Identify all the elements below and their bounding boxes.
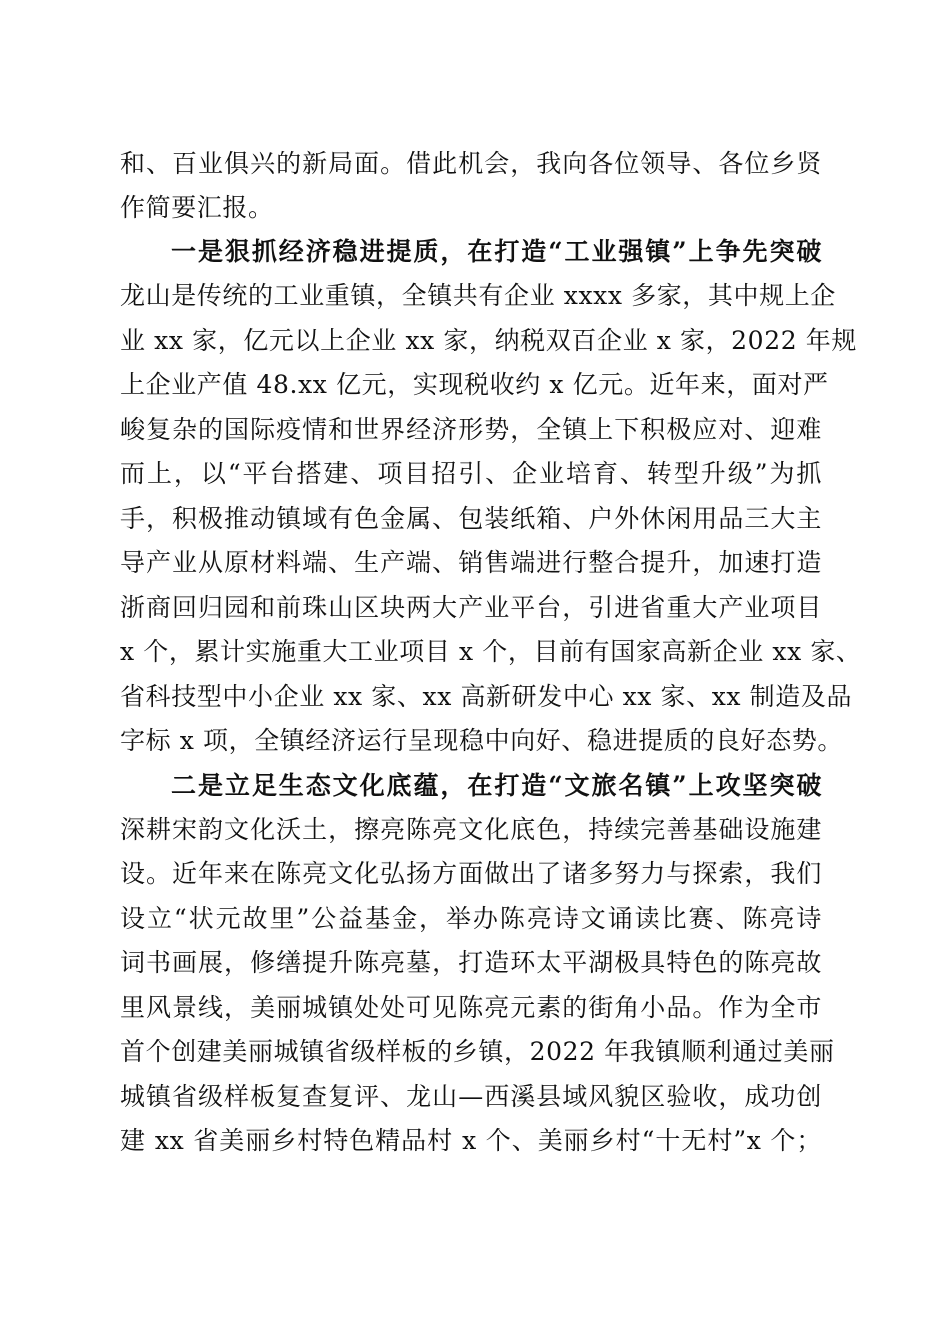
text-line-10: 导产业从原材料端、生产端、销售端进行整合提升，加速打造 xyxy=(120,548,822,577)
text-line-11: 浙商回归园和前珠山区块两大产业平台，引进省重大产业项目 xyxy=(120,593,822,622)
text-line-7: 峻复杂的国际疫情和世界经济形势，全镇上下积极应对、迎难 xyxy=(120,415,822,444)
section-heading-1: 一是狠抓经济稳进提质，在打造“工业强镇”上争先突破 xyxy=(171,237,822,266)
text-line-9: 手，积极推动镇域有色金属、包装纸箱、户外休闲用品三大主 xyxy=(120,504,822,533)
text-line-23: 建 xx 省美丽乡村特色精品村 x 个、美丽乡村“十无村”x 个； xyxy=(120,1126,822,1155)
text-line-6: 上企业产值 48.xx 亿元，实现税收约 x 亿元。近年来，面对严 xyxy=(120,370,829,399)
text-line-20: 里风景线，美丽城镇处处可见陈亮元素的街角小品。作为全市 xyxy=(120,993,822,1022)
text-line-16: 深耕宋韵文化沃土，擦亮陈亮文化底色，持续完善基础设施建 xyxy=(120,815,822,844)
text-line-2: 作简要汇报。 xyxy=(120,193,274,222)
text-line-8: 而上，以“平台搭建、项目招引、企业培育、转型升级”为抓 xyxy=(120,459,822,488)
text-line-4: 龙山是传统的工业重镇，全镇共有企业 xxxx 多家，其中规上企 xyxy=(120,281,836,310)
section-heading-2: 二是立足生态文化底蕴，在打造“文旅名镇”上攻坚突破 xyxy=(171,771,822,800)
text-line-12: x 个，累计实施重大工业项目 x 个，目前有国家高新企业 xx 家、 xyxy=(120,637,862,666)
text-line-13: 省科技型中小企业 xx 家、xx 高新研发中心 xx 家、xx 制造及品 xyxy=(120,682,853,711)
text-line-22: 城镇省级样板复查复评、龙山—西溪县域风貌区验收，成功创 xyxy=(120,1082,822,1111)
text-line-1: 和、百业俱兴的新局面。借此机会，我向各位领导、各位乡贤 xyxy=(120,149,822,178)
text-line-17: 设。近年来在陈亮文化弘扬方面做出了诸多努力与探索，我们 xyxy=(120,859,822,888)
text-line-5: 业 xx 家，亿元以上企业 xx 家，纳税双百企业 x 家，2022 年规 xyxy=(120,326,857,355)
text-line-19: 词书画展，修缮提升陈亮墓，打造环太平湖极具特色的陈亮故 xyxy=(120,948,822,977)
text-line-18: 设立“状元故里”公益基金，举办陈亮诗文诵读比赛、陈亮诗 xyxy=(120,904,822,933)
text-line-14: 字标 x 项，全镇经济运行呈现稳中向好、稳进提质的良好态势。 xyxy=(120,726,843,755)
text-line-21: 首个创建美丽城镇省级样板的乡镇，2022 年我镇顺利通过美丽 xyxy=(120,1037,835,1066)
